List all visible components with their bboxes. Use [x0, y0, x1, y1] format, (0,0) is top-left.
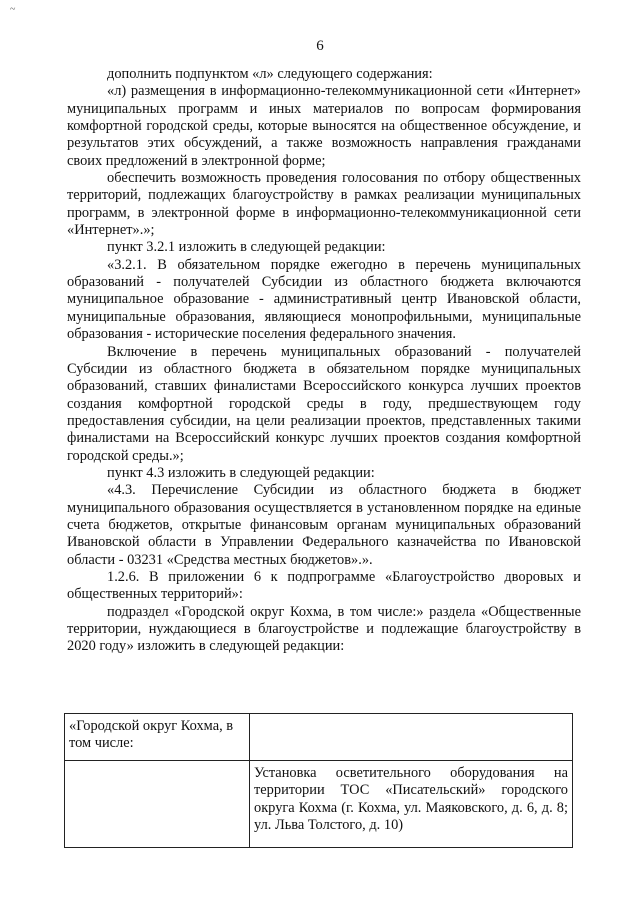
table-cell	[65, 761, 250, 848]
paragraph: «4.3. Перечисление Субсидии из областного бюджета в бюджет муниципального образования осуществляется в установленном порядке на единые счета бюджетов, открытые финансовым органам муниципальных образований Ивановской области в Управлении Федерального казначейства по Ивановской области - 03231 «Средства местных бюджетов».».	[67, 482, 581, 568]
paragraph: «3.2.1. В обязательном порядке ежегодно в перечень муниципальных образований - получателей Субсидии из областного бюджета включаются муниципальное образование - административный центр Ивановской области, муниципальные образования, являющиеся монопрофильными, муниципальные образования - исторические поселения федерального значения.	[67, 256, 581, 343]
paragraph: «л) размещения в информационно-телекоммуникационной сети «Интернет» муниципальных программ и иных материалов по вопросам формирования комфортной городской среды, которые выносятся на общественное обсуждение, и результатов этих обсуждений, а также возможность направления гражданами своих предложений в электронной форме;	[67, 83, 581, 169]
paragraph: пункт 4.3 изложить в следующей редакции:	[107, 464, 375, 481]
paragraph: дополнить подпунктом «л» следующего содержания:	[107, 66, 433, 82]
paragraph: подраздел «Городской округ Кохма, в том числе:» раздела «Общественные территории, нуждающиеся в благоустройстве и подлежащие благоустройству в 2020 году» изложить в следующей редакции:	[67, 603, 581, 655]
body-text	[67, 66, 581, 656]
table-cell: Установка осветительного оборудования на территории ТОС «Писательский» городского округа Кохма (г. Кохма, ул. Маяковского, д. 6, д. 8; ул. Льва Толстого, д. 10)	[250, 761, 573, 848]
territories-table	[64, 713, 573, 848]
table-row	[65, 714, 573, 761]
paragraph: пункт 3.2.1 изложить в следующей редакции:	[107, 239, 386, 256]
table-cell: «Городской округ Кохма, в том числе:	[65, 714, 250, 761]
table-row	[65, 761, 573, 848]
page-number: 6	[316, 38, 324, 54]
paragraph: 1.2.6. В приложении 6 к подпрограмме «Благоустройство дворовых и общественных территорий»:	[67, 568, 581, 603]
corner-mark: ~	[10, 4, 16, 15]
paragraph: обеспечить возможность проведения голосования по отбору общественных территорий, подлежащих благоустройству в рамках реализации муниципальных программ, в электронной форме в информационно-телекоммуникационной сети «Интернет».»;	[67, 170, 581, 239]
table-cell	[250, 714, 573, 761]
paragraph: Включение в перечень муниципальных образований - получателей Субсидии из областного бюджета в обязательном порядке муниципальных образований, ставших финалистами Всероссийского конкурса лучших проектов создания комфортной городской среды в году, предшествующем году предоставления субсидии, на цели реализации проектов, представленных такими финалистами на Всероссийский конкурс лучших проектов создания комфортной городской среды.»;	[67, 343, 581, 464]
